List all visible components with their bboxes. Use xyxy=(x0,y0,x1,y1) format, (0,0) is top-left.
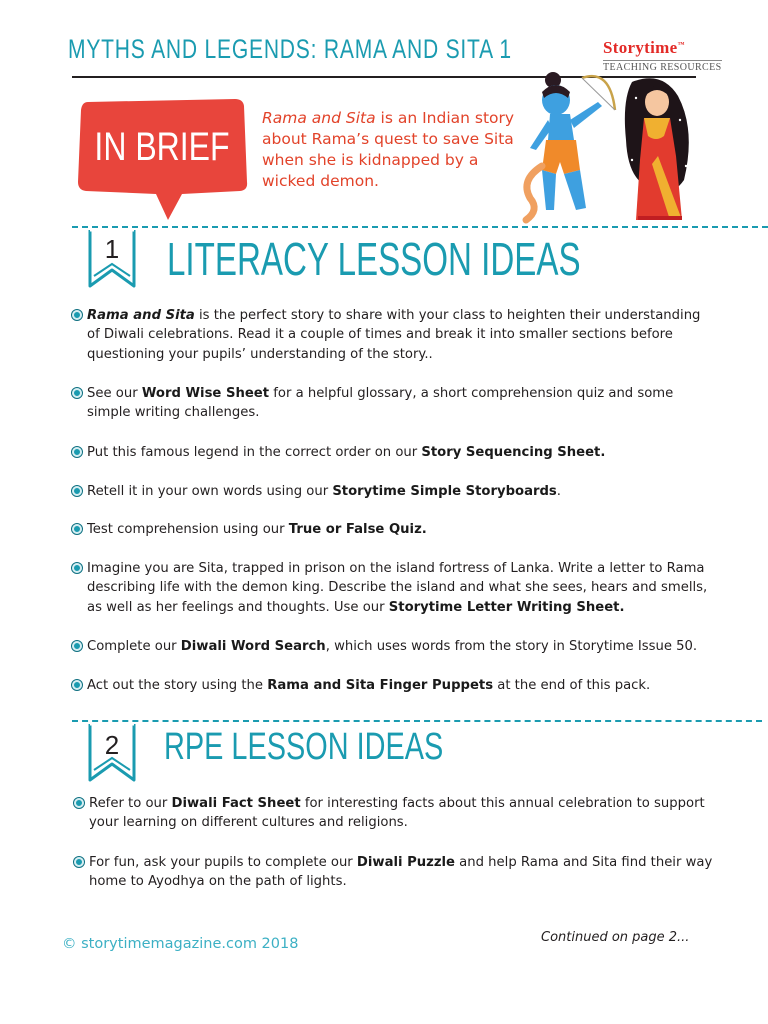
bullet-icon xyxy=(74,857,84,867)
brief-description: Rama and Sita is an Indian story about Rama’s quest to save Sita when she is kidnapped by a wicked demon. xyxy=(262,109,515,190)
bullet-icon xyxy=(72,563,82,573)
brand-subtitle: TEACHING RESOURCES xyxy=(603,62,722,73)
section-2-heading: RPE LESSON IDEAS xyxy=(164,726,444,768)
section-2-ribbon xyxy=(80,708,144,790)
bullet-icon xyxy=(72,524,82,534)
in-brief-label: IN BRIEF xyxy=(94,123,230,169)
section-1-number: 1 xyxy=(104,234,120,264)
bullet-icon xyxy=(72,641,82,651)
section-2-number: 2 xyxy=(104,730,120,760)
copyright: © storytimemagazine.com 2018 xyxy=(62,936,299,952)
list-item: Rama and Sita is the perfect story to share with your class to heighten their understanding of Diwali celebrations. Read it a couple of times and break it into smaller sections before questioning your pupils’ understanding of the story.. xyxy=(72,306,717,364)
list-item: Imagine you are Sita, trapped in prison on the island fortress of Lanka. Write a letter to Rama describing life with the demon king. Describe the island and what she sees, hears and smells, as well as her feelings and thoughts. Use our Storytime Letter Writing Sheet. xyxy=(72,559,717,617)
brand-logo: Storytime™ xyxy=(603,38,685,57)
bullet-icon xyxy=(72,310,82,320)
section-1-ribbon xyxy=(80,214,144,296)
list-item: Complete our Diwali Word Search, which uses words from the story in Storytime Issue 50. xyxy=(72,637,717,656)
bullet-icon xyxy=(72,447,82,457)
list-item: See our Word Wise Sheet for a helpful glossary, a short comprehension quiz and some simple writing challenges. xyxy=(72,384,717,423)
list-item: Test comprehension using our True or False Quiz. xyxy=(72,520,717,539)
list-item: Act out the story using the Rama and Sita Finger Puppets at the end of this pack. xyxy=(72,676,717,695)
bullet-icon xyxy=(72,680,82,690)
page-title: MYTHS AND LEGENDS: RAMA AND SITA 1 xyxy=(68,34,512,64)
bullet-icon xyxy=(72,486,82,496)
section-1-divider xyxy=(72,226,768,228)
list-item: Put this famous legend in the correct order on our Story Sequencing Sheet. xyxy=(72,443,717,462)
rama-sita-illustration xyxy=(520,70,700,228)
bullet-icon xyxy=(74,798,84,808)
section-1-heading: LITERACY LESSON IDEAS xyxy=(167,233,581,285)
list-item: For fun, ask your pupils to complete our Diwali Puzzle and help Rama and Sita find their way home to Ayodhya on the path of lights. xyxy=(74,853,719,892)
in-brief-badge xyxy=(76,96,251,224)
list-item: Refer to our Diwali Fact Sheet for interesting facts about this annual celebration to support your learning on different cultures and religions. xyxy=(74,794,719,833)
list-item: Retell it in your own words using our Storytime Simple Storyboards. xyxy=(72,482,717,501)
continued-note: Continued on page 2... xyxy=(541,930,690,945)
section-2-divider xyxy=(72,720,762,722)
bullet-icon xyxy=(72,388,82,398)
